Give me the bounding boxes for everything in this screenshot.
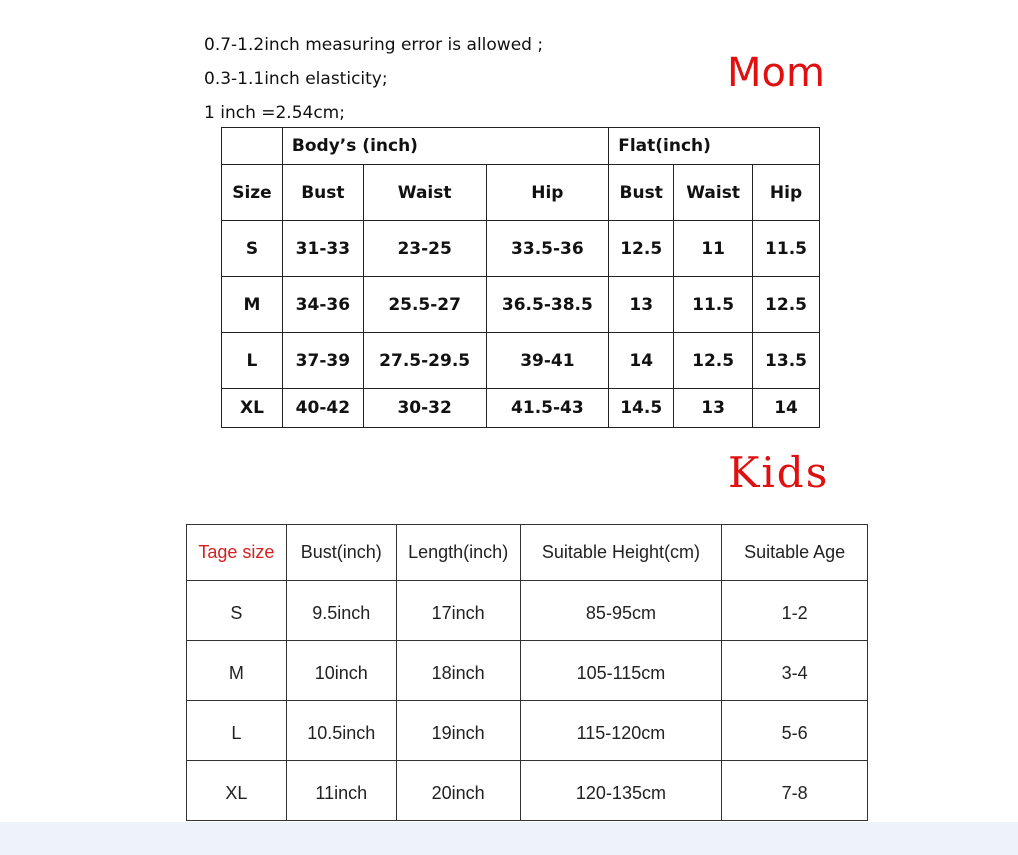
table-cell: 9.5inch (286, 581, 396, 641)
table-cell: M (222, 277, 283, 333)
table-cell: 31-33 (282, 221, 363, 277)
table-cell: 11.5 (753, 221, 820, 277)
mom-section-title: Mom (727, 50, 825, 96)
mom-header-body-waist: Waist (363, 165, 486, 221)
mom-header-body-hip: Hip (486, 165, 609, 221)
mom-group-body: Body’s (inch) (282, 128, 608, 165)
kids-header-tage-size: Tage size (187, 525, 287, 581)
table-cell: S (187, 581, 287, 641)
table-cell: 23-25 (363, 221, 486, 277)
mom-header-flat-hip: Hip (753, 165, 820, 221)
table-cell: 13 (674, 389, 753, 428)
mom-header-body-bust: Bust (282, 165, 363, 221)
table-cell: 36.5-38.5 (486, 277, 609, 333)
table-cell: 11.5 (674, 277, 753, 333)
size-notes (204, 28, 543, 130)
table-cell: 30-32 (363, 389, 486, 428)
table-cell: 33.5-36 (486, 221, 609, 277)
mom-column-header-row (222, 165, 820, 221)
table-cell: 120-135cm (520, 761, 722, 821)
table-cell: 14 (609, 333, 674, 389)
note-elasticity: 0.3-1.1inch elasticity; (204, 69, 388, 89)
table-cell: 20inch (396, 761, 520, 821)
table-cell: 41.5-43 (486, 389, 609, 428)
table-cell: 85-95cm (520, 581, 722, 641)
kids-row-l (187, 701, 868, 761)
table-cell: 12.5 (674, 333, 753, 389)
table-cell: L (187, 701, 287, 761)
note-measuring-error: 0.7-1.2inch measuring error is allowed ; (204, 35, 544, 55)
table-cell: 12.5 (753, 277, 820, 333)
mom-header-flat-waist: Waist (674, 165, 753, 221)
table-cell: 25.5-27 (363, 277, 486, 333)
table-cell: 1-2 (722, 581, 868, 641)
mom-group-flat: Flat(inch) (609, 128, 820, 165)
kids-row-xl (187, 761, 868, 821)
table-cell: 39-41 (486, 333, 609, 389)
table-cell: 34-36 (282, 277, 363, 333)
table-cell: 18inch (396, 641, 520, 701)
kids-header-bust: Bust(inch) (286, 525, 396, 581)
table-cell: 17inch (396, 581, 520, 641)
mom-size-table (221, 127, 820, 428)
table-cell: 115-120cm (520, 701, 722, 761)
table-cell: 3-4 (722, 641, 868, 701)
table-cell: XL (187, 761, 287, 821)
note-inch-conversion: 1 inch =2.54cm; (204, 103, 345, 123)
table-cell: S (222, 221, 283, 277)
table-cell: 13 (609, 277, 674, 333)
table-cell: 10inch (286, 641, 396, 701)
mom-row-s (222, 221, 820, 277)
table-cell: 5-6 (722, 701, 868, 761)
kids-header-length: Length(inch) (396, 525, 520, 581)
table-cell: 11inch (286, 761, 396, 821)
table-cell: 19inch (396, 701, 520, 761)
bottom-band (0, 822, 1018, 855)
table-cell: 11 (674, 221, 753, 277)
table-cell: 10.5inch (286, 701, 396, 761)
table-cell: 7-8 (722, 761, 868, 821)
table-cell: 40-42 (282, 389, 363, 428)
table-cell: 14.5 (609, 389, 674, 428)
mom-row-xl (222, 389, 820, 428)
kids-row-m (187, 641, 868, 701)
mom-header-flat-bust: Bust (609, 165, 674, 221)
table-cell: 27.5-29.5 (363, 333, 486, 389)
table-cell: 105-115cm (520, 641, 722, 701)
kids-header-height: Suitable Height(cm) (520, 525, 722, 581)
mom-group-header-row (222, 128, 820, 165)
kids-row-s (187, 581, 868, 641)
table-cell: 13.5 (753, 333, 820, 389)
kids-column-header-row (187, 525, 868, 581)
mom-row-l (222, 333, 820, 389)
table-cell: XL (222, 389, 283, 428)
mom-corner-cell (222, 128, 283, 165)
table-cell: 14 (753, 389, 820, 428)
kids-section-title: Kids (728, 448, 830, 497)
kids-header-age: Suitable Age (722, 525, 868, 581)
table-cell: 37-39 (282, 333, 363, 389)
mom-header-size: Size (222, 165, 283, 221)
mom-row-m (222, 277, 820, 333)
table-cell: M (187, 641, 287, 701)
table-cell: 12.5 (609, 221, 674, 277)
table-cell: L (222, 333, 283, 389)
kids-size-table (186, 524, 868, 821)
